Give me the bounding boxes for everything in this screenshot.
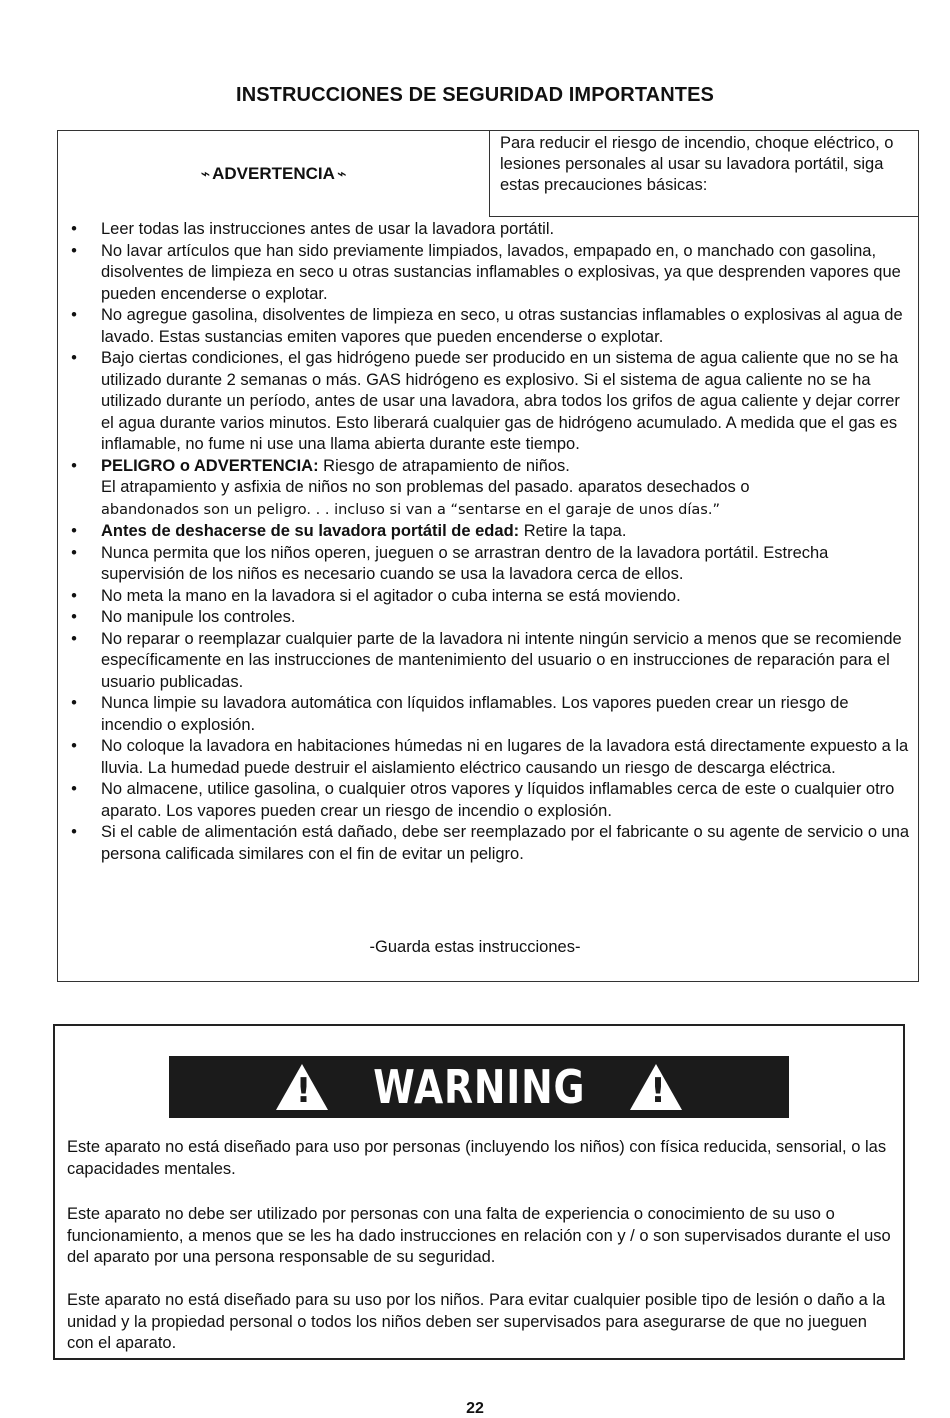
bullet-icon: • [71,737,77,755]
warning-banner-text: WARNING [372,1060,586,1114]
bullet-icon: • [71,522,77,540]
keep-instructions-note: -Guarda estas instrucciones- [369,938,581,956]
warning-triangle-icon [276,1064,328,1110]
list-item: • No agregue gasolina, disolventes de limpieza en seco, u otras sustancias inflamables o explosivas al agua de lavado. Estas sustancias emiten vapores que pueden encenderse o explotar. [58,305,918,348]
safety-instructions-box [57,130,919,982]
warning-box [53,1024,905,1360]
lightning-icon: ⌁ [336,166,347,183]
warning-banner [169,1056,789,1118]
bullet-icon: • [71,241,77,260]
list-item: • Antes de deshacerse de su lavadora portátil de edad: Retire la tapa. [58,521,918,543]
list-item: • No coloque la lavadora en habitaciones húmedas ni en lugares de la lavadora está directamente expuesto a la lluvia. La humedad puede destruir el aislamiento eléctrico causando un riesgo de descarga eléctrica. [58,736,918,779]
warning-paragraph: Este aparato no está diseñado para uso por personas (incluyendo los niños) con física reducida, sensorial, o las capacidades mentales. [67,1138,887,1178]
list-item: • Nunca permita que los niños operen, jueguen o se arrastran dentro de la lavadora portátil. Estrecha supervisión de los niños es necesario cuando se usa la lavadora cerca de ellos. [58,543,918,586]
warning-header [58,131,489,217]
bullet-icon: • [71,456,77,475]
bullet-icon: • [71,349,77,367]
list-item: • Si el cable de alimentación está dañado, debe ser reemplazado por el fabricante o su agente de servicio o una persona calificada similares con el fin de evitar un peligro. [58,822,918,865]
bullet-icon: • [71,823,77,841]
safety-list [58,219,918,865]
warning-intro: Para reducir el riesgo de incendio, choque eléctrico, o lesiones personales al usar su lavadora portátil, siga estas precauciones básicas: [489,131,918,217]
list-item: • No manipule los controles. [58,607,918,629]
bullet-icon: • [71,306,77,324]
warning-paragraph: Este aparato no está diseñado para su uso por los niños. Para evitar cualquier posible tipo de lesión o daño a la unidad y la propiedad personal o todos los niños deben ser supervisados para asegurarse de que no jueguen con el aparato. [67,1291,886,1352]
warning-label: ADVERTENCIA [212,164,335,183]
list-item: • Nunca limpie su lavadora automática con líquidos inflamables. Los vapores pueden crear un riesgo de incendio o explosión. [58,693,918,736]
page-number: 22 [466,1400,484,1417]
bullet-icon: • [71,220,77,238]
list-item: • Leer todas las instrucciones antes de usar la lavadora portátil. [58,219,918,241]
bullet-icon: • [71,629,77,648]
list-item: • No almacene, utilice gasolina, o cualquier otros vapores y líquidos inflamables cerca de este o cualquier otro aparato. Los vapores pueden crear un riesgo de incendio o explosión. [58,779,918,822]
list-item: • Bajo ciertas condiciones, el gas hidrógeno puede ser producido en un sistema de agua caliente que no se ha utilizado durante 2 semanas o más. GAS hidrógeno es explosivo. Si el sistema de agua caliente no se ha utilizado durante un período, antes de usar una lavadora, abra todos los grifos de agua caliente y dejar correr el agua durante varios minutos. Esto liberará cualquier gas de hidrógeno acumulado. A medida que el gas es inflamable, no fume ni use una llama abierta durante este tiempo. [58,348,918,456]
list-item: • No lavar artículos que han sido previamente limpiados, lavados, empapado en, o manchado con gasolina, disolventes de limpieza en seco u otras sustancias inflamables o explosivas, ya que desprenden vapores que pueden encenderse o explotar. [58,241,918,306]
page-title: INSTRUCCIONES DE SEGURIDAD IMPORTANTES [236,84,714,106]
list-item: • PELIGRO o ADVERTENCIA: Riesgo de atrapamiento de niños. El atrapamiento y asfixia de niños no son problemas del pasado. aparatos desechados o abandonados son un peligro. . . incluso si van a “sentarse en el garaje de unos días.” [58,456,918,522]
bullet-icon: • [71,543,77,562]
bullet-icon: • [71,780,77,798]
bullet-icon: • [71,694,77,712]
list-item: • No meta la mano en la lavadora si el agitador o cuba interna se está moviendo. [58,586,918,608]
bullet-icon: • [71,608,77,626]
bullet-icon: • [71,586,77,605]
lightning-icon: ⌁ [200,166,211,183]
bold-lead: PELIGRO o ADVERTENCIA: [101,456,319,475]
warning-paragraph: Este aparato no debe ser utilizado por personas con una falta de experiencia o conocimiento de su uso o funcionamiento, a menos que se les ha dado instrucciones en relación con y / o son supervisados durante el uso del aparato por una persona responsable de su seguridad. [67,1205,891,1266]
warning-triangle-icon [630,1064,682,1110]
list-item: • No reparar o reemplazar cualquier parte de la lavadora ni intente ningún servicio a menos que se recomiende específicamente en las instrucciones de mantenimiento del usuario o en instrucciones de reparación para el usuario publicadas. [58,629,918,694]
bold-lead: Antes de deshacerse de su lavadora portátil de edad: [101,522,520,540]
